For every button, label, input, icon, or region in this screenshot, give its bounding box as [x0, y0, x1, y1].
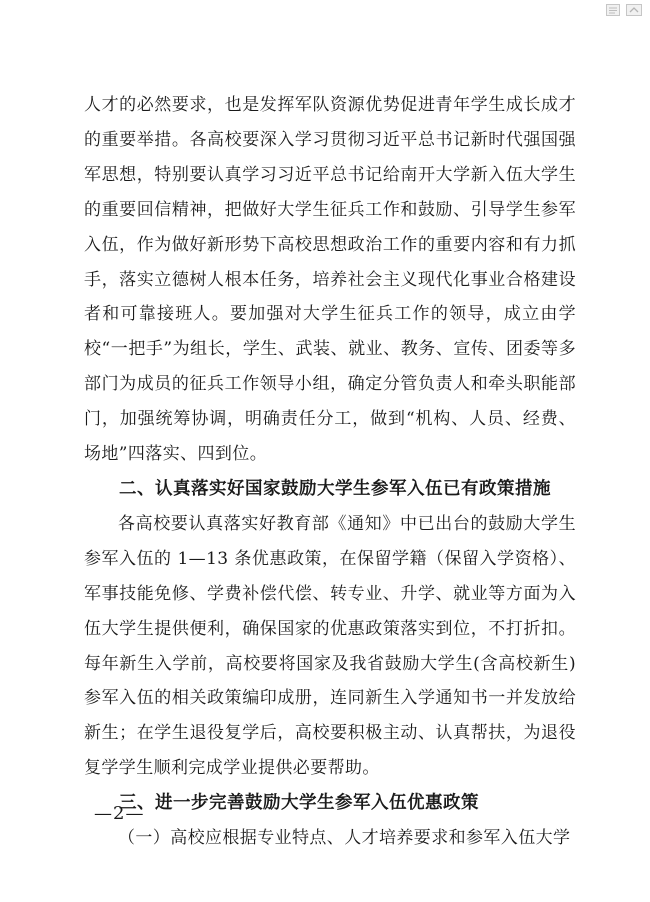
zoom-icon[interactable]: [606, 4, 620, 16]
paragraph-policy-measures: 各高校要认真落实好教育部《通知》中已出台的鼓励大学生参军入伍的 1—13 条优惠政策，在保留学籍（保留入学资格）、军事技能免修、学费补偿代偿、转专业、升学、就业等方面为入伍大学生提供便利，确保国家的优惠政策落实到位，不打折扣。每年新生入学前，高校要将国家及我省鼓励大学生(含高校新生)参军入伍的相关政策编印成册，连同新生入学通知书一并发放给新生；在学生退役复学后，高校要积极主动、认真帮扶，为退役复学学生顺利完成学业提供必要帮助。: [84, 513, 576, 779]
viewer-toolbar: [590, 0, 650, 20]
section-heading-2: 二、认真落实好国家鼓励大学生参军入伍已有政策措施: [119, 478, 551, 499]
paragraph-continuation: 人才的必然要求，也是发挥军队资源优势促进青年学生成长成才的重要举措。各高校要深入学习贯彻习近平总书记新时代强国强军思想，特别要认真学习习近平总书记给南开大学新入伍大学生的重要回信精神，把做好大学生征兵工作和鼓励、引导学生参军入伍，作为做好新形势下高校思想政治工作的重要内容和有力抓手，落实立德树人根本任务，培养社会主义现代化事业合格建设者和可靠接班人。要加强对大学生征兵工作的领导，成立由学校“一把手”为组长，学生、武装、就业、教务、宣传、团委等多部门为成员的征兵工作领导小组，确定分管负责人和牵头职能部门，加强统筹协调，明确责任分工，做到“机构、人员、经费、场地”四落实、四到位。: [84, 95, 576, 465]
page-number: —2—: [94, 803, 145, 824]
expand-icon[interactable]: [626, 4, 642, 16]
paragraph-item-1: （一）高校应根据专业特点、人才培养要求和参军入伍大学: [118, 828, 571, 849]
section-heading-3: 三、进一步完善鼓励大学生参军入伍优惠政策: [119, 793, 479, 814]
document-page: [84, 88, 576, 856]
